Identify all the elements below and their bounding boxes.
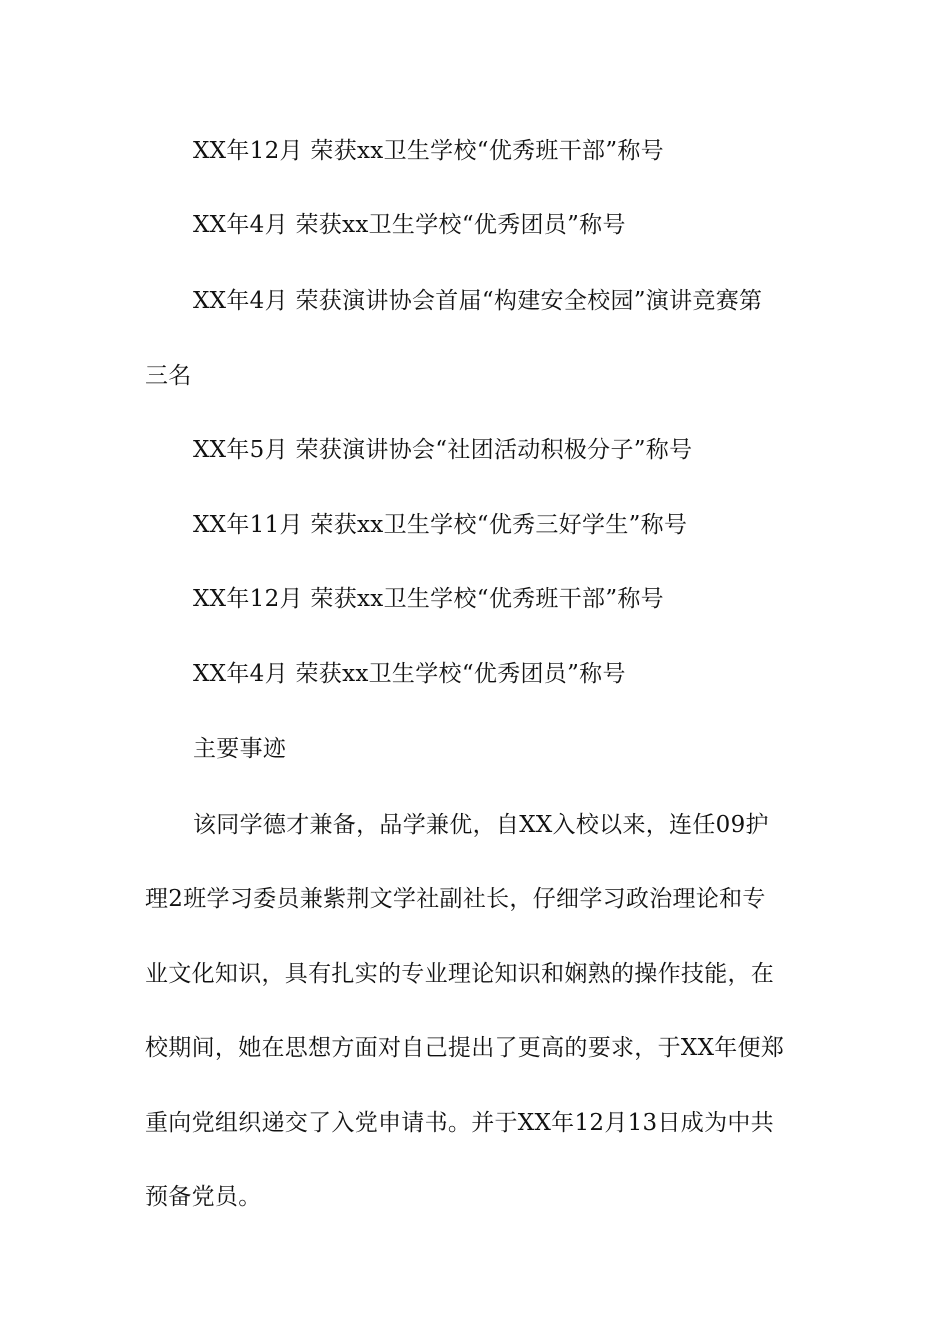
award-line: XX年11月 荣获xx卫生学校“优秀三好学生”称号	[193, 512, 688, 538]
body-text-line: 理2班学习委员兼紫荆文学社副社长，仔细学习政治理论和专	[145, 886, 766, 912]
award-line: XX年12月 荣获xx卫生学校“优秀班干部”称号	[193, 138, 664, 164]
award-line: XX年5月 荣获演讲协会“社团活动积极分子”称号	[193, 437, 693, 463]
body-text-line: 重向党组织递交了入党申请书。并于XX年12月13日成为中共	[145, 1110, 774, 1136]
award-line-continuation: 三名	[145, 363, 192, 389]
body-text-line: 校期间，她在思想方面对自己提出了更高的要求，于XX年便郑	[145, 1035, 785, 1061]
award-line: XX年4月 荣获xx卫生学校“优秀团员”称号	[193, 661, 626, 687]
award-line: XX年12月 荣获xx卫生学校“优秀班干部”称号	[193, 586, 664, 612]
section-heading: 主要事迹	[193, 736, 287, 762]
body-text-line: 业文化知识，具有扎实的专业理论知识和娴熟的操作技能，在	[145, 961, 775, 987]
award-line: XX年4月 荣获xx卫生学校“优秀团员”称号	[193, 212, 626, 238]
body-text-line: 该同学德才兼备，品学兼优，自XX入校以来，连任09护	[193, 812, 769, 838]
award-line: XX年4月 荣获演讲协会首届“构建安全校园”演讲竞赛第	[193, 288, 763, 314]
body-text-line: 预备党员。	[145, 1184, 262, 1210]
